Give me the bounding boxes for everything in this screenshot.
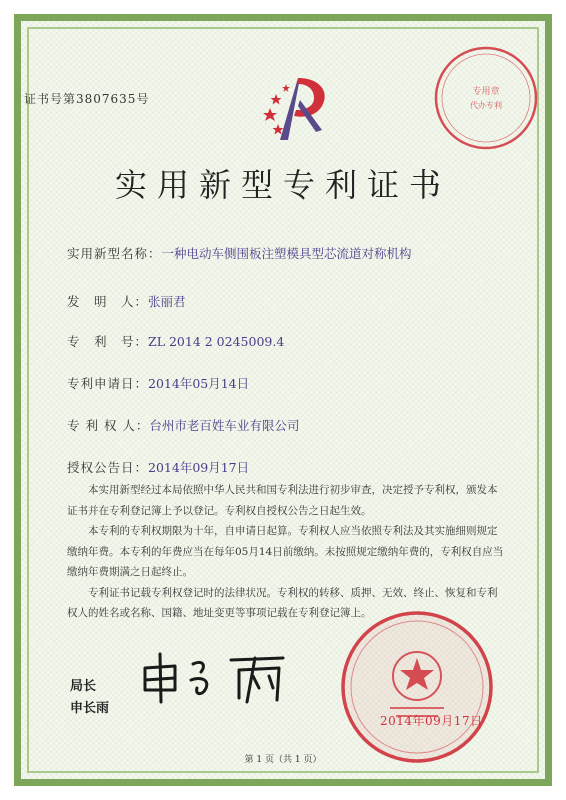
certificate-title: 实用新型专利证书 — [114, 166, 451, 204]
field-grant-date: 授权公告日：2014年09月17日 — [67, 460, 250, 475]
certificate-number: 证书号第3807635号 — [24, 92, 150, 106]
body-paragraph-records: 专利证书记载专利权登记时的法律状况。专利权的转移、质押、无效、终止、恢复和专利权人的姓名或名称、国籍、地址变更等事项记载在专利登记簿上。 — [67, 586, 498, 619]
svg-text:专用章: 专用章 — [472, 87, 500, 97]
certificate-body — [67, 480, 507, 624]
signer-block — [70, 676, 109, 720]
svg-text:代办专利: 代办专利 — [470, 101, 502, 110]
agency-seal — [432, 44, 540, 152]
field-inventor: 发 明 人：张丽君 — [67, 294, 186, 309]
seal-date: 2014年09月17日 — [380, 714, 483, 728]
national-ip-office-seal — [338, 608, 496, 766]
handwritten-signature — [135, 646, 295, 706]
field-patent-number: 专 利 号：ZL 2014 2 0245009.4 — [67, 334, 285, 349]
body-paragraph-grant: 本实用新型经过本局依照中华人民共和国专利法进行初步审查，决定授予专利权，颁发本证书并在专利登记簿上予以登记。专利权自授权公告之日起生效。 — [67, 484, 498, 517]
signer-name: 申长雨 — [70, 701, 110, 716]
body-paragraph-term: 本专利的专利权期限为十年，自申请日起算。专利权人应当依照专利法及其实施细则规定缴纳年费。本专利的年费应当在每年05月14日前缴纳。未按照规定缴纳年费的，专利权自应当缴纳年费期满之日起终止。 — [67, 525, 504, 578]
page-indicator: 第 1 页（共 1 页） — [244, 755, 322, 765]
field-application-date: 专利申请日：2014年05月14日 — [67, 376, 250, 391]
field-utility-model-name: 实用新型名称：一种电动车侧围板注塑模具型芯流道对称机构 — [67, 246, 412, 261]
field-patentee: 专 利 权 人：台州市老百姓车业有限公司 — [67, 418, 300, 433]
signer-title: 局长 — [70, 679, 97, 694]
patent-office-logo — [258, 70, 338, 142]
